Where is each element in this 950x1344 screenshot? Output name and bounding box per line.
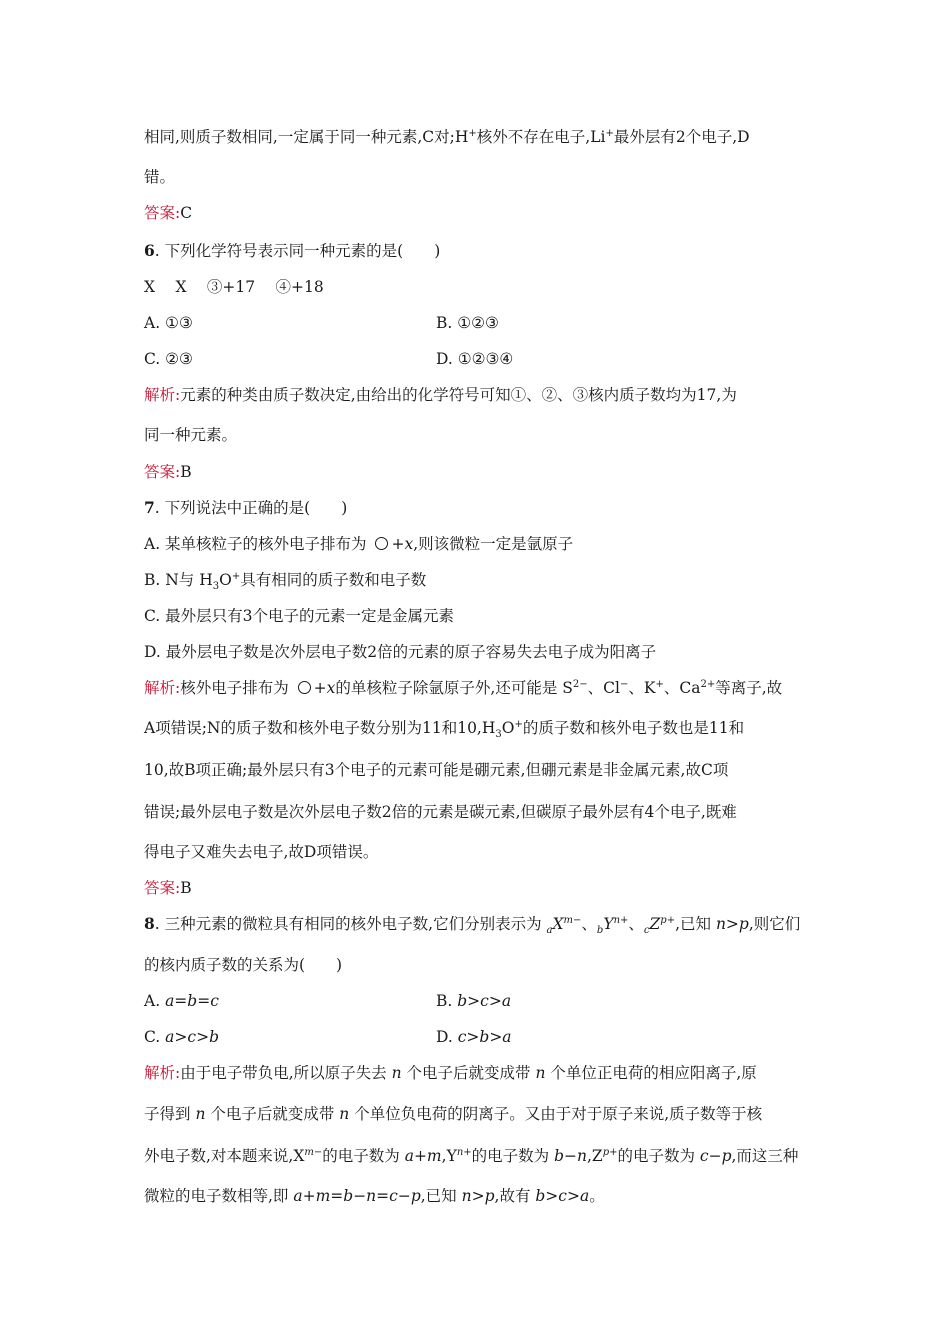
analysis-8-line-4: 微粒的电子数相等,即 a+m=b−n=c−p,已知 n>p,故有 b>c>a。 xyxy=(144,1187,605,1205)
analysis-7-line-3: 10,故B项正确;最外层只有3个电子的元素可能是硼元素,但硼元素是非金属元素,故C项 xyxy=(144,761,729,779)
question-6-options-ab: A. ①③ B. ①②③ xyxy=(144,314,499,332)
analysis-8-line-1: 解析:由于电子带负电,所以原子失去 n 个电子后就变成带 n 个单位正电荷的相应阳离子,原 xyxy=(144,1064,757,1082)
answer-7: 答案:B xyxy=(144,879,192,897)
analysis-8-line-3: 外电子数,对本题来说$,X^{m-}$的电子数为 $a+m,Y^{n+}$的电子数为 $b-n,Z^{p+}$的电子数为 c−p,而这三种 xyxy=(144,1146,799,1165)
analysis-7-line-4: 错误;最外层电子数是次外层电子数2倍的元素是碳元素,但碳原子最外层有4个电子,既难 xyxy=(144,803,737,821)
nucleus-circle-icon xyxy=(298,681,311,694)
analysis-6-line-1: 解析:元素的种类由质子数决定,由给出的化学符号可知①、②、③核内质子数均为17,为 xyxy=(144,386,737,404)
question-6-options-cd: C. ②③ D. ①②③④ xyxy=(144,350,514,368)
analysis-7-line-5: 得电子又难失去电子,故D项错误。 xyxy=(144,843,379,861)
question-6-symbols: X X ③+17 ④+18 xyxy=(144,278,324,296)
question-8-line-1: 8. 三种元素的微粒具有相同的核外电子数,它们分别表示为 $_aX^{m-}$、$_bY^{n+}$、$_cZ^{p+}$,已知 n>p,则它们 xyxy=(144,914,801,937)
question-6: 6. 下列化学符号表示同一种元素的是( ) xyxy=(144,241,441,260)
answer-6: 答案:B xyxy=(144,463,192,481)
analysis-7-line-1: 解析:核外电子排布为 +x的单核粒子除氩原子外,还可能是 $S^{2-}$、Cl−、K+、$Ca^{2+}$等离子,故 xyxy=(144,678,783,697)
analysis-5-line-1: 相同,则质子数相同,一定属于同一种元素,C对;H+核外不存在电子,Li+最外层有2个电子,D xyxy=(144,127,750,146)
nucleus-circle-icon xyxy=(375,537,388,550)
question-7: 7. 下列说法中正确的是( ) xyxy=(144,498,348,517)
analysis-8-line-2: 子得到 n 个电子后就变成带 n 个单位负电荷的阴离子。又由于对于原子来说,质子数等于核 xyxy=(144,1105,763,1123)
question-7-option-b: B. N与 $H_3O^+$具有相同的质子数和电子数 xyxy=(144,570,427,593)
question-7-option-a: A. 某单核粒子的核外电子排布为 +x,则该微粒一定是氩原子 xyxy=(144,535,574,553)
question-8-options-cd: C. a>c>b D. c>b>a xyxy=(144,1028,512,1046)
analysis-5-line-2: 错。 xyxy=(144,168,176,186)
analysis-6-line-2: 同一种元素。 xyxy=(144,426,238,444)
question-8-line-2: 的核内质子数的关系为( ) xyxy=(144,956,343,974)
question-7-option-d: D. 最外层电子数是次外层电子数2倍的元素的原子容易失去电子成为阳离子 xyxy=(144,643,657,661)
answer-5: 答案:C xyxy=(144,204,193,222)
analysis-7-line-2: A项错误;N的质子数和核外电子数分别为11和$10,H_3O^+$的质子数和核外电子数也是11和 xyxy=(144,718,745,741)
question-7-option-c: C. 最外层只有3个电子的元素一定是金属元素 xyxy=(144,607,455,625)
question-8-options-ab: A. a=b=c B. b>c>a xyxy=(144,992,512,1010)
